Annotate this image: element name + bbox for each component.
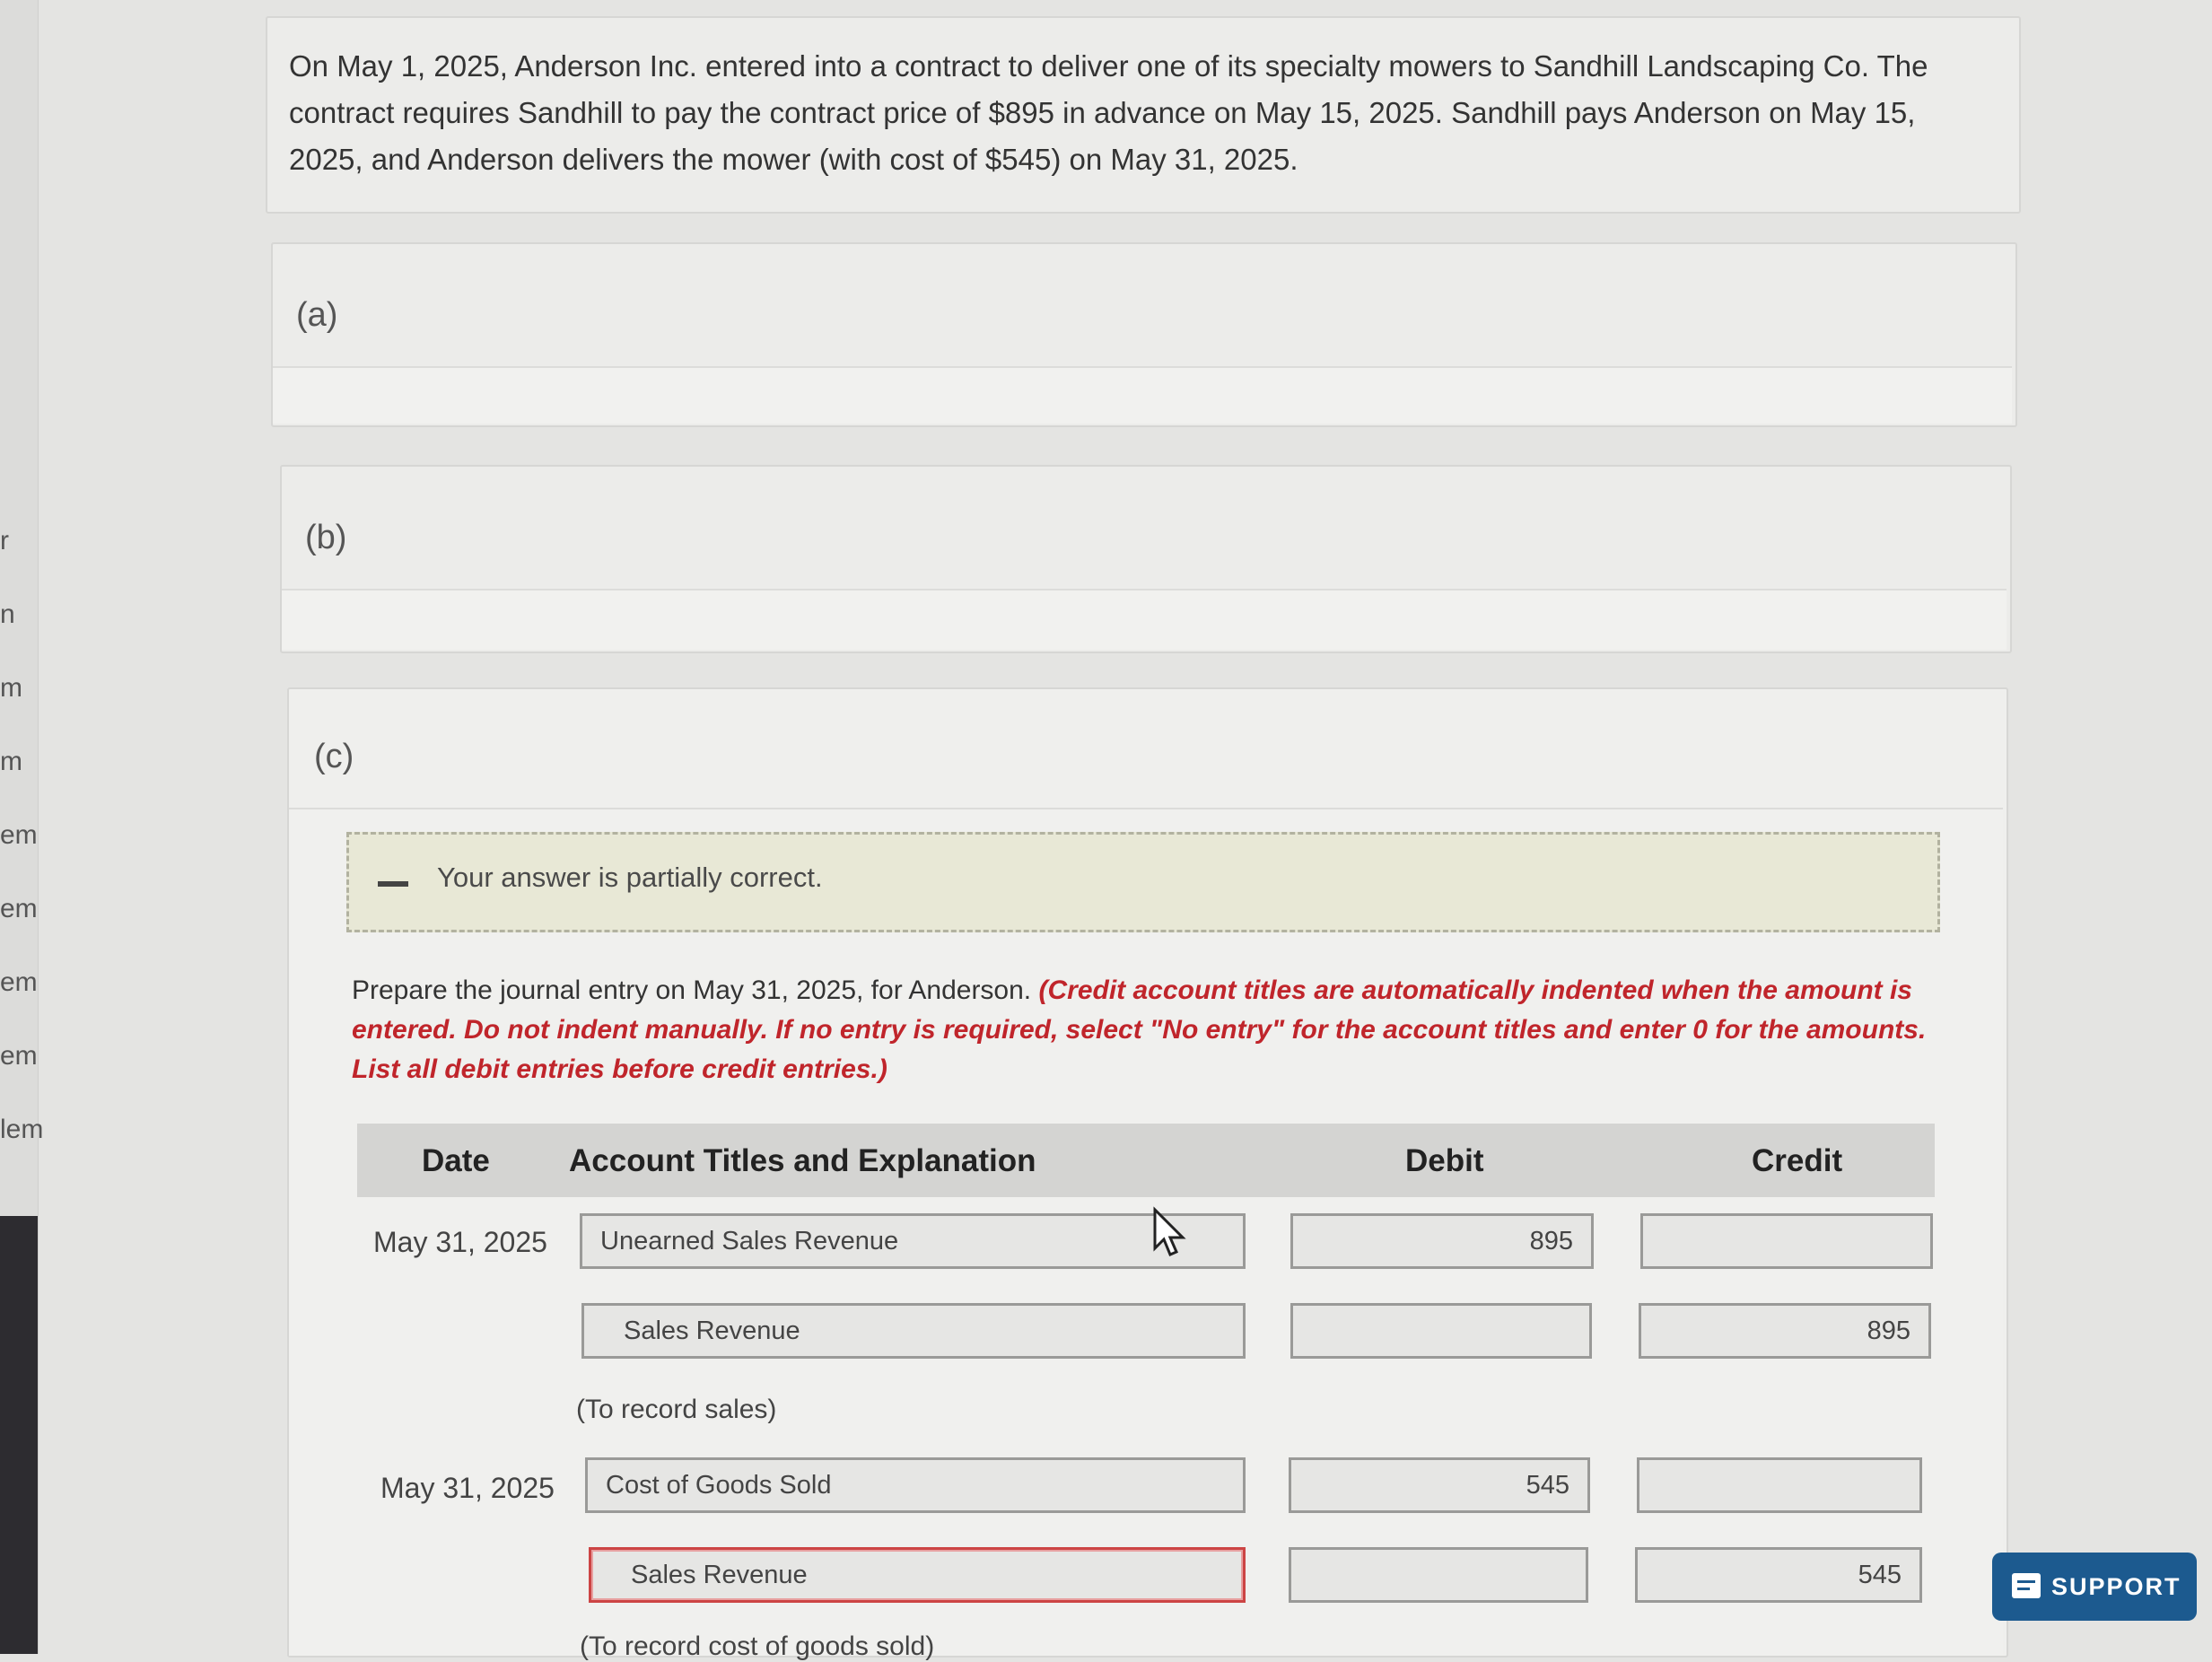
part-b-label: (b) xyxy=(305,519,347,556)
credit-input[interactable]: 895 xyxy=(1639,1303,1931,1359)
left-fragment: m xyxy=(0,747,22,776)
entry-date: May 31, 2025 xyxy=(373,1226,547,1258)
header-account: Account Titles and Explanation xyxy=(569,1143,1036,1178)
left-fragment: em xyxy=(0,820,38,850)
debit-input[interactable]: 545 xyxy=(1289,1457,1590,1513)
chat-icon xyxy=(2012,1573,2041,1598)
left-fragment: n xyxy=(0,599,15,629)
credit-input[interactable] xyxy=(1640,1213,1933,1269)
part-a-label: (a) xyxy=(296,296,338,334)
entry-explanation: (To record sales) xyxy=(576,1395,777,1424)
feedback-notice xyxy=(346,832,1940,932)
debit-input[interactable] xyxy=(1290,1303,1592,1359)
support-button[interactable] xyxy=(1992,1553,2197,1621)
left-fragment: m xyxy=(0,673,22,703)
left-sidebar-strip xyxy=(0,0,44,1654)
header-date: Date xyxy=(422,1143,490,1178)
entry-date: May 31, 2025 xyxy=(380,1472,555,1504)
account-select[interactable]: Cost of Goods Sold xyxy=(585,1457,1246,1513)
instructions xyxy=(352,971,1958,1089)
instructions-note: (Credit account titles are automatically indented when the amount is entered. Do not indent manually. If no entry is required, select "No entry" for the account titles and enter 0 for the amounts. List all debit entries before credit entries.) xyxy=(352,975,1927,1084)
part-a-body xyxy=(273,366,2012,424)
journal-table-header xyxy=(357,1124,1935,1197)
credit-input[interactable] xyxy=(1637,1457,1922,1513)
header-credit: Credit xyxy=(1752,1143,1843,1178)
support-label: SUPPORT xyxy=(2051,1573,2181,1600)
left-fragment: lem xyxy=(0,1115,44,1144)
left-fragment: em xyxy=(0,1041,38,1071)
feedback-message: Your answer is partially correct. xyxy=(437,862,823,893)
part-c-label: (c) xyxy=(314,738,354,775)
left-fragment: em xyxy=(0,967,38,997)
account-select-error[interactable]: Sales Revenue xyxy=(589,1547,1246,1603)
left-fragment: r xyxy=(0,526,9,555)
instructions-lead: Prepare the journal entry on May 31, 2025, for Anderson. xyxy=(352,975,1032,1005)
part-b-body xyxy=(282,589,2007,650)
mouse-cursor-icon xyxy=(1152,1207,1188,1259)
left-fragment: em xyxy=(0,894,38,923)
account-select[interactable]: Sales Revenue xyxy=(581,1303,1246,1359)
partial-correct-icon xyxy=(378,881,408,887)
question-text: On May 1, 2025, Anderson Inc. entered into a contract to deliver one of its specialty mowers to Sandhill Landscaping Co. The contract requires Sandhill to pay the contract price of $895 in advance on May 15, 2025. Sandhill pays Anderson on May 15, 2025, and Anderson delivers the mower (with cost of $545) on May 31, 2025. xyxy=(289,49,1928,176)
left-strip-dark-panel xyxy=(0,1216,38,1654)
credit-input[interactable]: 545 xyxy=(1635,1547,1922,1603)
entry-explanation: (To record cost of goods sold) xyxy=(580,1631,935,1661)
header-debit: Debit xyxy=(1405,1143,1484,1178)
account-select[interactable]: Unearned Sales Revenue xyxy=(580,1213,1246,1269)
debit-input[interactable] xyxy=(1289,1547,1588,1603)
debit-input[interactable]: 895 xyxy=(1290,1213,1594,1269)
